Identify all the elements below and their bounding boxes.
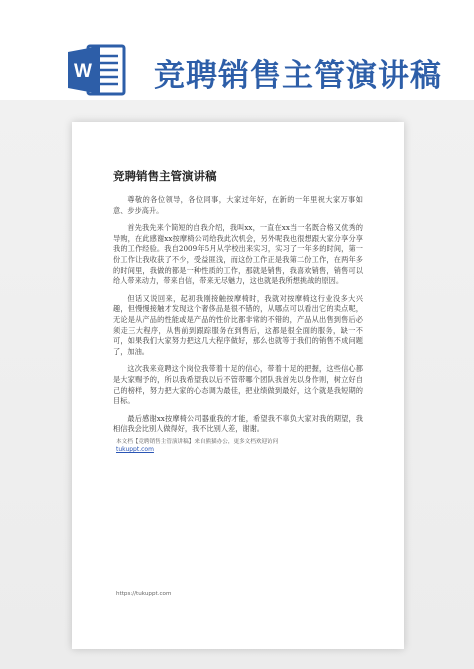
word-icon-letter: W <box>74 61 92 82</box>
paragraph-goal: 这次我来竞聘这个岗位我带着十足的信心，带着十足的把握，这些信心都是大家赐予的，所以我希望我以后不管带哪个团队我首先以身作则，树立好自己的榜样，努力把大家的心态调为最佳，把业绩做到最好，这个就是我短期的目标。 <box>113 364 363 406</box>
paragraph-introduction: 首先我先来个简短的自我介绍，我叫xx，一直在xx当一名既合格又优秀的导购，在此感谢xx按摩椅公司给我此次机会，另外呢我也很想跟大家分享分享我的工作经验。我自2009年5月从学校出来实习，实习了一年多的时间，第一份工作让我收获了不少，受益匪浅，而这份工作正是我第二份工作，在两年多的时间里，我做的都是一种性质的工作，那就是销售，我喜欢销售，销售可以给人带来动力，带来自信，带来无尽魅力，这也就是我所想挑战的原因。 <box>113 223 363 286</box>
header-banner <box>0 0 474 100</box>
paragraph-product: 但话又说回来，起初我刚接触按摩椅时，我就对按摩椅这行业没多大兴趣，但慢慢接触才发现这个奢侈品是很不错的，从哪点可以看出它的卖点呢，无论是从产品的性能或是产品的性价比都非常的不错的，产品从出售到售后必须走三大程序，从售前到跟踪服务在到售后，这都是很全面的服务，缺一不可，如果我们大家努力把这几大程序做好，那么也就等于我们的销售不成问题了，加油。 <box>113 293 363 356</box>
source-note <box>116 438 366 454</box>
word-document-icon <box>66 42 130 98</box>
source-link[interactable]: tukuppt.com <box>116 446 154 453</box>
banner-title: 竞聘销售主管演讲稿 <box>154 58 442 94</box>
document-body <box>113 195 363 442</box>
footer-url[interactable]: https://tukuppt.com <box>116 591 172 597</box>
paragraph-closing: 最后感谢xx按摩椅公司器重我的才能，希望我不辜负大家对我的期望，我相信我会比别人做得好，我不比别人差，谢谢。 <box>113 413 363 434</box>
document-title: 竞聘销售主管演讲稿 <box>113 169 217 183</box>
source-note-text: 本文档【竞聘销售主管演讲稿】来自熊猫办公，更多文档欢迎访问 <box>116 439 279 445</box>
paragraph-greeting: 尊敬的各位领导，各位同事，大家过年好，在新的一年里祝大家万事如意、步步高升。 <box>113 195 363 215</box>
